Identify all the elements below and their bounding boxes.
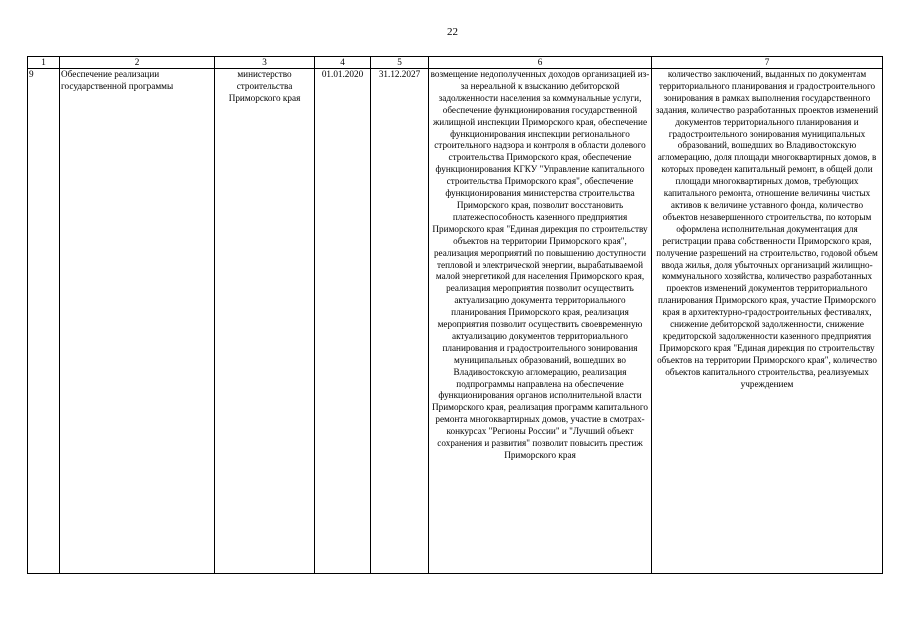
header-cell: 1: [28, 57, 60, 69]
page-number: 22: [447, 26, 458, 38]
responsible-executor: министерство строительства Приморского края: [215, 69, 315, 574]
header-cell: 5: [371, 57, 429, 69]
table-header-row: [28, 57, 883, 69]
table-row: [28, 69, 883, 574]
header-cell: 4: [315, 57, 371, 69]
program-table: [27, 56, 883, 574]
header-cell: 6: [429, 57, 652, 69]
indicators: количество заключений, выданных по документам территориального планирования и градостроительного зонирования в рамках выполнения государственного задания, количество разработанных проектов изменений документов территориального планирования и градостроительного зонирования муниципальных образований, вошедших во Владивостокскую агломерацию, доля площади многоквартирных домов, в которых проведен капитальный ремонт, в общей доли площади многоквартирных домов, требующих капитального ремонта, отношение величины чистых активов к величине уставного фонда, количество объектов незавершенного строительства, по которым оформлена исполнительная документация для регистрации права собственности Приморского края, получение разрешений на строительство, годовой объем ввода жилья, доля убыточных организаций жилищно-коммунального хозяйства, количество разработанных проектов изменений документов территориального планирования Приморского края, участие Приморского края в архитектурно-градостроительных фестивалях, снижение дебиторской задолженности, снижение кредиторской задолженности казенного предприятия Приморского края "Единая дирекция по строительству объектов на территории Приморского края", количество объектов капитального строительства, реализуемых учреждением: [652, 69, 883, 574]
measure-name: Обеспечение реализации государственной программы: [60, 69, 215, 574]
header-cell: 3: [215, 57, 315, 69]
end-date: 31.12.2027: [371, 69, 429, 574]
header-cell: 7: [652, 57, 883, 69]
header-cell: 2: [60, 57, 215, 69]
start-date: 01.01.2020: [315, 69, 371, 574]
expected-result: возмещение недополученных доходов организацией из-за нереальной к взысканию дебиторской задолженности населения за коммунальные услуги, обеспечение функционирования государственной жилищной инспекции Приморского края, обеспечение функционирования инспекции регионального строительного надзора и контроля в области долевого строительства Приморского края, обеспечение функционирования КГКУ "Управление капитального строительства Приморского края", обеспечение функционирования министерства строительства Приморского края, позволит восстановить платежеспособность казенного предприятия Приморского края "Единая дирекция по строительству объектов на территории Приморского края", реализация мероприятий по повышению доступности тепловой и электрической энергии, вырабатываемой малой энергетикой для населения Приморского края, реализация мероприятия позволит осуществить актуализацию документа территориального планирования Приморского края, реализация мероприятия позволит осуществить своевременную актуализацию документов территориального планирования и градостроительного зонирования муниципальных образований, вошедших во Владивостокскую агломерацию, реализация подпрограммы направлена на обеспечение функционирования органов исполнительной власти Приморского края, реализация программ капитального ремонта многоквартирных домов, участие в смотрах-конкурсах "Регионы России" и "Лучший объект сохранения и развития" позволит повысить престиж Приморского края: [429, 69, 652, 574]
row-number: 9: [28, 69, 60, 574]
